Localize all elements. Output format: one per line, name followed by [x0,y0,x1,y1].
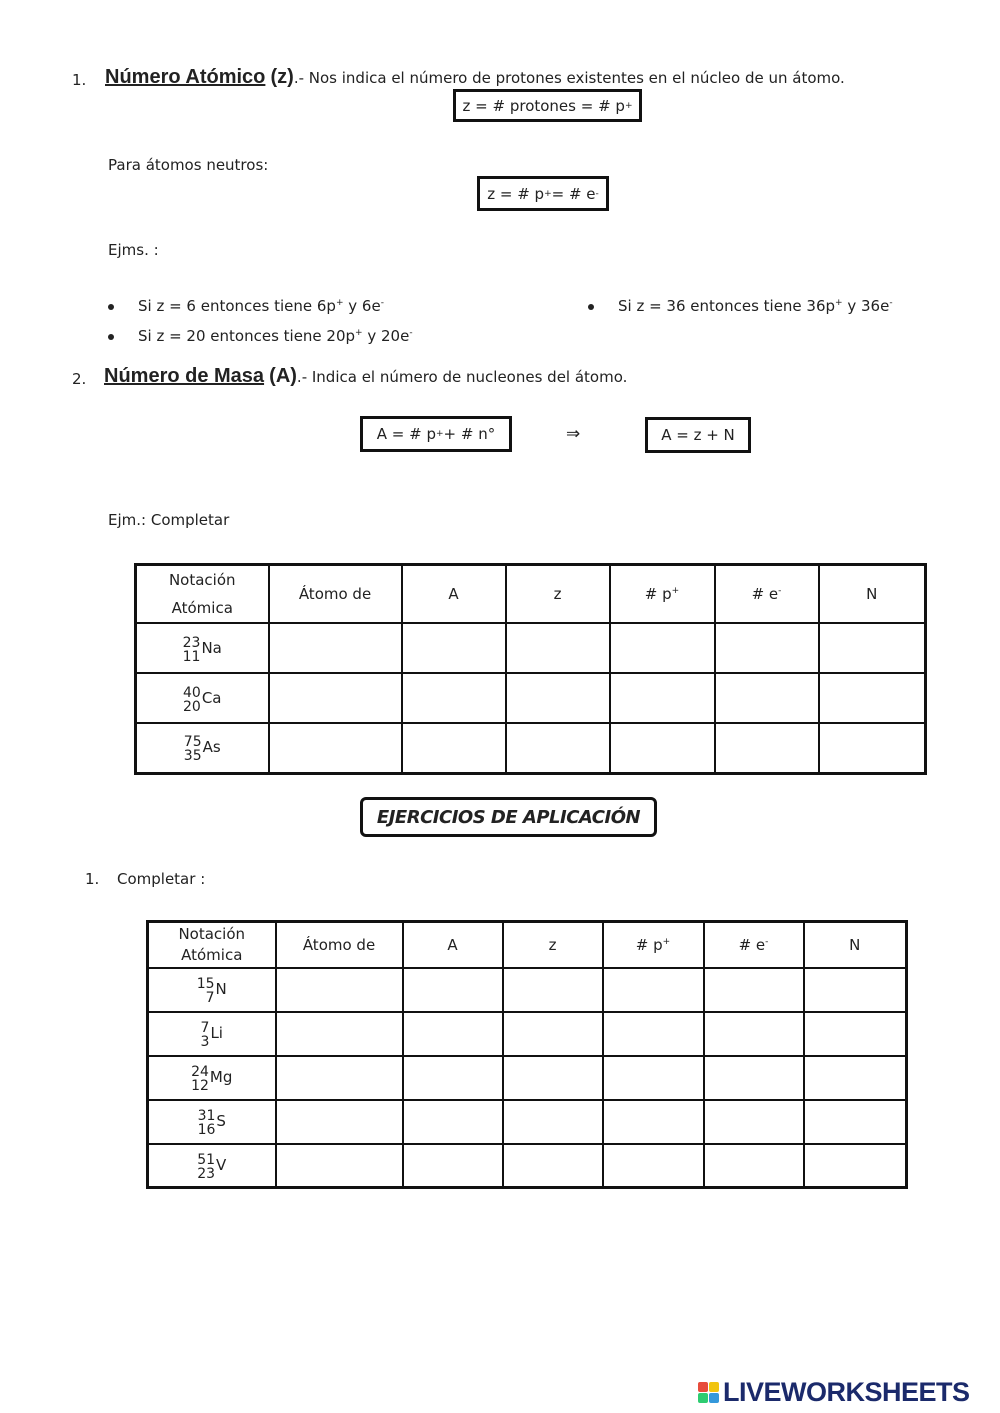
mass-number: 7 [200,1020,210,1036]
answer-cell[interactable] [402,623,506,673]
table-header-row [148,922,907,968]
formula-mass-number [360,416,512,452]
example-label: Ejm.: Completar [108,511,230,529]
header-label: Átomo de [302,935,376,954]
answer-cell[interactable] [715,623,819,673]
header-cell [506,565,610,624]
mass-number: 51 [197,1151,216,1168]
answer-cell[interactable] [603,1012,704,1056]
section1-title: Número Atómico [105,66,266,88]
section1-heading [105,66,845,89]
examples-label: Ejms. : [108,241,159,259]
answer-cell[interactable] [819,723,926,773]
nuclide-notation [197,1153,226,1181]
example-sup: - [409,328,413,338]
formula-sup: - [595,188,599,199]
header-cell [148,922,276,968]
formula-neutral [477,176,609,211]
example-text: Si z = 36 entonces tiene 36p [618,297,836,315]
header-cell [804,922,907,968]
table-row [136,673,926,723]
nuclide-notation [183,686,222,714]
example-text: Si z = 6 entonces tiene 6p [138,297,336,315]
exercises-banner: EJERCICIOS DE APLICACIÓN [360,797,657,837]
answer-cell[interactable] [503,1144,603,1188]
atomic-number: 11 [182,648,201,665]
answer-cell[interactable] [610,623,715,673]
notation-cell [136,723,269,773]
header-label: Notación Atómica [178,924,246,964]
formula-sup: + [544,188,552,199]
example-sup: + [835,298,843,308]
liveworksheets-logo [698,1377,970,1408]
formula-mass-short [645,417,751,453]
example-text: y 36e [842,297,890,315]
answer-cell[interactable] [506,673,610,723]
formula-text: = # e [551,184,596,203]
formula-text: z = # protones = # p [462,96,625,115]
logo-square [709,1393,719,1403]
exercise-number: 1. [85,870,100,888]
answer-cell[interactable] [610,723,715,773]
answer-cell[interactable] [610,673,715,723]
table-row [148,1100,907,1144]
atomic-number: 35 [183,748,202,765]
bullet-icon [108,304,114,310]
header-label: A [448,585,459,603]
nuclide-notation [184,735,221,763]
example-item [108,297,384,315]
nuclide-notation [191,1065,232,1093]
answer-cell[interactable] [819,623,926,673]
table-row [148,1056,907,1100]
mass-number: 15 [196,976,215,992]
answer-cell[interactable] [804,1056,907,1100]
element-symbol: As [202,738,221,757]
table-row [136,623,926,673]
exercise-label: Completar : [117,870,206,888]
notation-cell [136,623,269,673]
header-label: N [866,585,878,603]
answer-cell[interactable] [603,1100,704,1144]
table-row [148,1144,907,1188]
answer-cell[interactable] [403,1056,503,1100]
mass-number: 24 [191,1064,209,1080]
section2-desc: .- Indica el número de nucleones del átomo. [296,368,628,386]
element-symbol: Na [201,638,222,657]
header-label: # p [635,935,663,954]
mass-number: 31 [197,1108,216,1124]
section2-title: Número de Masa [104,365,265,387]
header-cell [715,565,819,624]
answer-cell[interactable] [269,723,402,773]
header-label: # e [738,935,766,954]
example-text: Si z = 20 entonces tiene 20p [138,327,356,345]
answer-cell[interactable] [506,623,610,673]
element-symbol: V [216,1155,227,1174]
answer-cell[interactable] [276,1056,403,1100]
answer-cell[interactable] [402,723,506,773]
header-sup: + [662,936,671,947]
mass-number: 40 [183,684,201,701]
example-text: y 6e [343,297,381,315]
atomic-number: 23 [197,1165,216,1182]
formula-text: A = z + N [661,426,735,444]
header-label: z [553,585,562,603]
answer-cell[interactable] [704,1144,804,1188]
answer-cell[interactable] [503,1056,603,1100]
implies-arrow-icon: ⇒ [566,424,581,444]
answer-cell[interactable] [704,968,804,1012]
answer-cell[interactable] [269,623,402,673]
logo-mark-icon [698,1382,719,1403]
header-cell [610,565,715,624]
element-symbol: Li [210,1024,223,1042]
element-symbol: Ca [201,688,222,707]
header-cell [402,565,506,624]
bullet-icon [108,334,114,340]
exercise-table [146,920,908,1189]
header-cell [819,565,926,624]
section1-paren: (z) [270,66,294,88]
header-sup: + [671,586,680,596]
example-item [108,327,413,345]
example-text: y 20e [362,327,410,345]
section1-desc: .- Nos indica el número de protones existentes en el núcleo de un átomo. [293,69,845,87]
example-sup: + [335,298,344,308]
table-row [148,968,907,1012]
bullet-icon [588,304,594,310]
example-sup: + [355,328,363,338]
formula-sup: + [624,100,633,111]
nuclide-notation [197,977,227,1005]
header-cell [503,922,603,968]
nuclide-notation [198,1109,226,1137]
answer-cell[interactable] [276,1100,403,1144]
header-label: # e [751,585,779,603]
answer-cell[interactable] [403,1012,503,1056]
answer-cell[interactable] [402,673,506,723]
answer-cell[interactable] [704,1100,804,1144]
header-label: Átomo de [298,585,372,603]
answer-cell[interactable] [506,723,610,773]
example-sup: - [889,298,893,308]
notation-cell [148,1100,276,1144]
section2-paren: (A) [269,365,297,387]
answer-cell[interactable] [269,673,402,723]
header-cell [269,565,402,624]
mass-number: 23 [182,634,201,651]
answer-cell[interactable] [603,1144,704,1188]
formula-text: z = # p [487,184,545,203]
table-header-row [136,565,926,624]
notation-cell [148,1012,276,1056]
answer-cell[interactable] [276,1144,403,1188]
answer-cell[interactable] [403,1100,503,1144]
header-label: # p [644,585,672,603]
atomic-number: 16 [197,1122,216,1138]
answer-cell[interactable] [704,1056,804,1100]
atomic-number: 20 [183,698,201,715]
answer-cell[interactable] [715,673,819,723]
section1-number: 1. [72,71,87,89]
nuclide-notation [201,1021,223,1049]
table-row [136,723,926,773]
nuclide-notation [183,636,222,664]
header-sup: - [765,936,769,947]
notation-cell [148,968,276,1012]
section2-heading [104,365,627,388]
header-cell [403,922,503,968]
header-label: N [849,935,861,954]
header-cell [276,922,403,968]
answer-cell[interactable] [715,723,819,773]
answer-cell[interactable] [804,968,907,1012]
answer-cell[interactable] [603,1056,704,1100]
answer-cell[interactable] [403,1144,503,1188]
answer-cell[interactable] [276,968,403,1012]
answer-cell[interactable] [804,1012,907,1056]
logo-square [709,1382,719,1392]
section2-number: 2. [72,370,87,388]
atomic-number: 12 [191,1078,209,1094]
answer-cell[interactable] [503,968,603,1012]
formula-text: + # n° [443,425,496,443]
answer-cell[interactable] [804,1100,907,1144]
header-cell [603,922,704,968]
example-sup: - [380,298,384,308]
answer-cell[interactable] [503,1012,603,1056]
formula-atomic-number [453,89,642,122]
header-sup: - [778,586,782,596]
answer-cell[interactable] [403,968,503,1012]
logo-text: LIVEWORKSHEETS [723,1377,970,1407]
element-symbol: N [215,980,227,998]
header-label: Notación Atómica [168,571,236,617]
header-cell [136,565,269,624]
table-row [148,1012,907,1056]
example-table [134,563,927,775]
logo-square [698,1393,708,1403]
neutral-atoms-label: Para átomos neutros: [108,156,269,174]
mass-number: 75 [183,734,202,751]
logo-square [698,1382,708,1392]
answer-cell[interactable] [704,1012,804,1056]
notation-cell [148,1144,276,1188]
header-cell [704,922,804,968]
answer-cell[interactable] [276,1012,403,1056]
element-symbol: S [216,1112,226,1130]
formula-sup: + [436,429,444,439]
header-label: z [548,935,557,954]
element-symbol: Mg [209,1068,233,1086]
notation-cell [148,1056,276,1100]
answer-cell[interactable] [804,1144,907,1188]
answer-cell[interactable] [503,1100,603,1144]
atomic-number: 3 [200,1034,210,1050]
formula-text: A = # p [376,425,436,443]
answer-cell[interactable] [819,673,926,723]
answer-cell[interactable] [603,968,704,1012]
header-label: A [447,935,458,954]
atomic-number: 7 [205,990,215,1006]
example-item [588,297,893,315]
notation-cell [136,673,269,723]
